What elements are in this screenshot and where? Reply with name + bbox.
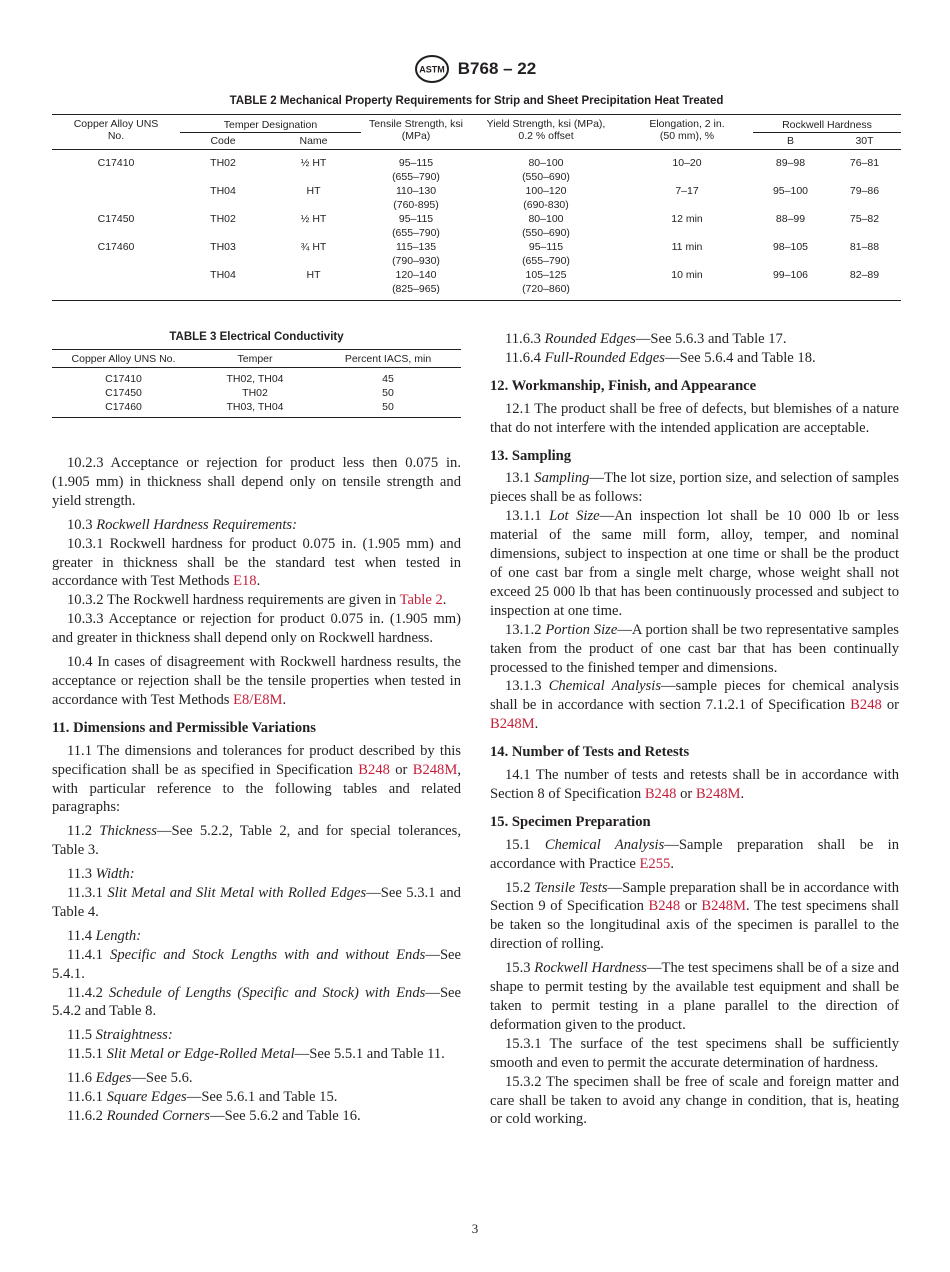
para-10-3-3: 10.3.3 Acceptance or rejection for product 0.075 in. (1.905 mm) and greater in thickness shall depend only on Rockwell hardness. (52, 611, 461, 647)
table-row (52, 150, 901, 185)
para-10-3-1: 10.3.1 Rockwell hardness for product 0.075 in. (1.905 mm) and greater in thickness shall be the standard test when tested in accordance with Test Methods E18. (52, 535, 461, 590)
col-header-b: B (753, 133, 828, 150)
cell-tensile: 110–130 (760-895) (393, 185, 439, 211)
cell-code: TH02 (210, 213, 236, 225)
col-header-name: Name (266, 133, 361, 150)
table-row (52, 212, 901, 240)
cell-alloy (52, 268, 180, 301)
col-header-elongation: Elongation, 2 in. (50 mm), % (621, 115, 753, 150)
para-15-1: 15.1 Chemical Analysis—Sample preparation shall be in accordance with Practice E255. (490, 836, 899, 872)
col-header-30t: 30T (828, 133, 901, 150)
para-10-2-3: 10.2.3 Acceptance or rejection for product less then 0.075 in. (1.905 mm) in thickness shall depend only on tensile strength and yield strength. (52, 455, 461, 509)
table-row (52, 400, 461, 418)
link-e255[interactable]: E255 (639, 855, 671, 872)
para-11-2: 11.2 Thickness—See 5.2.2, Table 2, and for special tolerances, Table 3. (52, 823, 461, 859)
astm-logo-icon (414, 54, 450, 84)
col-header-yield: Yield Strength, ksi (MPa), 0.2 % offset (471, 115, 621, 150)
para-14-1: 14.1 The number of tests and retests shall be in accordance with Section 8 of Specification B248 or B248M. (490, 767, 899, 802)
cell-alloy: C17460 (105, 401, 142, 413)
cell-name: ½ HT (300, 213, 327, 225)
section-heading-12: 12. Workmanship, Finish, and Appearance (490, 377, 757, 394)
para-15-3-1: 15.3.1 The surface of the test specimens shall be sufficiently smooth and even to permit the accurate determination of hardness. (490, 1035, 899, 1071)
cell-elongation: 10–20 (672, 157, 702, 169)
cell-code: TH04 (210, 269, 236, 281)
cell-elongation: 10 min (671, 269, 703, 281)
cell-percent: 45 (382, 373, 394, 385)
col-header-code: Code (180, 133, 266, 150)
table2-mechanical-properties (52, 114, 901, 301)
cell-name: HT (306, 185, 321, 197)
para-11-1: 11.1 The dimensions and tolerances for product described by this specification shall be as specified in Specification B248 or B248M, with particular reference to the following tables and related paragraphs: (52, 742, 461, 816)
cell-rockwell-b: 98–105 (772, 241, 809, 253)
cell-alloy: C17410 (105, 373, 142, 385)
para-12-1: 12.1 The product shall be free of defects, but blemishes of a nature that do not interfere with the intended application are acceptable. (490, 400, 899, 436)
para-11-6-1: 11.6.1 Square Edges—See 5.6.1 and Table 15. (67, 1089, 338, 1106)
cell-alloy: C17460 (97, 241, 135, 253)
table2-caption: TABLE 2 Mechanical Property Requirements for Strip and Sheet Precipitation Heat Treated (229, 95, 724, 107)
para-11-4-2: 11.4.2 Schedule of Lengths (Specific and Stock) with Ends—See 5.4.2 and Table 8. (52, 984, 462, 1020)
cell-alloy: C17450 (105, 387, 142, 399)
cell-tensile: 115–135 (790–930) (392, 241, 440, 267)
table-row (52, 268, 901, 301)
cell-rockwell-30t: 81–88 (849, 241, 880, 253)
cell-yield: 80–100 (550–690) (522, 213, 570, 239)
table3-caption: TABLE 3 Electrical Conductivity (169, 331, 344, 343)
col-header-tensile: Tensile Strength, ksi (MPa) (361, 115, 471, 150)
para-11-4: 11.4 Length: (67, 927, 142, 944)
table-row (52, 386, 461, 400)
link-e18[interactable]: E18 (233, 573, 257, 590)
para-11-5: 11.5 Straightness: (67, 1027, 173, 1044)
para-13-1-3: 13.1.3 Chemical Analysis—sample pieces for chemical analysis shall be in accordance with section 7.1.2.1 of Specification B248 or B248M. (490, 678, 899, 733)
cell-percent: 50 (382, 387, 394, 399)
para-10-3: 10.3 Rockwell Hardness Requirements: (67, 516, 297, 533)
para-10-4: 10.4 In cases of disagreement with Rockwell hardness results, the acceptance or rejection shall be the tensile properties when tested in accordance with Test Methods E8/E8M. (52, 654, 461, 708)
cell-yield: 105–125 (720–860) (522, 269, 570, 295)
cell-alloy (52, 184, 180, 212)
table-row (52, 240, 901, 268)
cell-rockwell-b: 88–99 (775, 213, 806, 225)
cell-code: TH02 (210, 157, 236, 169)
section-heading-14: 14. Number of Tests and Retests (490, 744, 690, 761)
para-11-6-2: 11.6.2 Rounded Corners—See 5.6.2 and Table 16. (67, 1108, 361, 1124)
col-header-temper: Temper (195, 350, 315, 368)
cell-name: ½ HT (300, 157, 327, 169)
para-13-1-1: 13.1.1 Lot Size—An inspection lot shall be 10 000 lb or less material of the same mill form, alloy, temper, and nominal dimensions, subject to inspection at one time or shall be the product of one cast bar from a single melt charge, whose weight shall not exceed 25 000 lb that has been continuously processed and subject to inspection at one time. (490, 508, 899, 619)
link-b248[interactable]: B248 (358, 761, 390, 778)
cell-elongation: 7–17 (675, 185, 699, 197)
link-table-2[interactable]: Table 2 (399, 592, 443, 609)
para-15-2: 15.2 Tensile Tests—Sample preparation shall be in accordance with Section 9 of Specification B248 or B248M. The test specimens shall be taken so the longitudinal axis of the specimen is parallel to the direction of rolling. (490, 879, 899, 953)
left-text-column (52, 454, 461, 1126)
cell-rockwell-b: 89–98 (775, 157, 806, 169)
cell-yield: 100–120 (690-830) (523, 185, 569, 211)
cell-rockwell-30t: 79–86 (849, 185, 880, 197)
para-10-3-2: 10.3.2 The Rockwell hardness requirements are given in Table 2. (67, 592, 447, 609)
cell-elongation: 11 min (671, 241, 703, 253)
para-11-6-4: 11.6.4 Full-Rounded Edges—See 5.6.4 and Table 18. (505, 349, 816, 366)
cell-rockwell-b: 99–106 (772, 269, 809, 281)
right-text-column (490, 330, 899, 1129)
cell-rockwell-30t: 76–81 (849, 157, 880, 169)
cell-code: TH03 (210, 241, 236, 253)
cell-rockwell-30t: 75–82 (849, 213, 880, 225)
col-header-rockwell: Rockwell Hardness (753, 115, 901, 133)
page-number: 3 (471, 1221, 479, 1236)
page-header (0, 54, 950, 84)
cell-tensile: 95–115 (655–790) (392, 213, 440, 239)
cell-tensile: 95–115 (655–790) (392, 157, 440, 183)
para-11-4-1: 11.4.1 Specific and Stock Lengths with and without Ends—See 5.4.1. (52, 946, 462, 982)
col-header-temper: Temper Designation (180, 115, 361, 133)
cell-code: TH04 (210, 185, 236, 197)
link-b248m[interactable]: B248M (412, 761, 458, 778)
table-row (52, 368, 461, 387)
link-b248m[interactable]: B248M (490, 716, 535, 733)
cell-tensile: 120–140 (825–965) (392, 269, 440, 295)
cell-rockwell-b: 95–100 (772, 185, 809, 197)
para-13-1-2: 13.1.2 Portion Size—A portion shall be two representative samples taken from the product of one cast bar that has been continually processed to the finished temper and dimensions. (490, 621, 899, 676)
col-header-alloy: Copper Alloy UNS No. (52, 115, 180, 150)
table-row (52, 184, 901, 212)
section-heading-13: 13. Sampling (490, 447, 572, 464)
para-11-6: 11.6 Edges—See 5.6. (67, 1070, 193, 1087)
para-13-1: 13.1 Sampling—The lot size, portion size, and selection of samples pieces shall be as follows: (490, 470, 899, 506)
document-designation: B768 – 22 (457, 59, 537, 78)
para-11-5-1: 11.5.1 Slit Metal or Edge-Rolled Metal—See 5.5.1 and Table 11. (67, 1046, 445, 1063)
table3-electrical-conductivity (52, 349, 461, 418)
para-11-3-1: 11.3.1 Slit Metal and Slit Metal with Rolled Edges—See 5.3.1 and Table 4. (52, 885, 461, 920)
link-b248m[interactable]: B248M (695, 785, 741, 802)
cell-temper: TH02, TH04 (226, 373, 284, 385)
section-heading-11: 11. Dimensions and Permissible Variations (52, 719, 316, 736)
link-b248[interactable]: B248 (850, 697, 882, 714)
cell-name: HT (306, 269, 321, 281)
para-15-3: 15.3 Rockwell Hardness—The test specimens shall be of a size and shape to permit testing by the available test equipment and shall be taken to permit testing in a plane parallel to the direction of deformation given to the product. (490, 960, 899, 1033)
cell-yield: 95–115 (655–790) (522, 241, 570, 267)
cell-name: ¾ HT (300, 241, 327, 253)
link-b248m[interactable]: B248M (701, 898, 747, 915)
cell-temper: TH03, TH04 (226, 401, 284, 413)
section-heading-15: 15. Specimen Preparation (490, 813, 651, 830)
cell-yield: 80–100 (550–690) (522, 157, 570, 183)
col-header-percent-iacs: Percent IACS, min (315, 350, 461, 368)
col-header-alloy: Copper Alloy UNS No. (52, 350, 195, 368)
cell-rockwell-30t: 82–89 (849, 269, 880, 281)
svg-text:ASTM: ASTM (419, 64, 445, 75)
cell-temper: TH02 (242, 387, 268, 399)
cell-elongation: 12 min (671, 213, 703, 225)
cell-alloy: C17450 (97, 213, 135, 225)
link-e8-e8m[interactable]: E8/E8M (233, 691, 283, 708)
link-b248[interactable]: B248 (644, 785, 677, 802)
link-b248[interactable]: B248 (648, 898, 681, 915)
para-11-3: 11.3 Width: (67, 866, 135, 883)
cell-alloy: C17410 (97, 157, 135, 169)
para-15-3-2: 15.3.2 The specimen shall be free of scale and foreign matter and care shall be taken to avoid any change in condition, that is, heating or cold working. (490, 1073, 899, 1128)
para-11-6-3: 11.6.3 Rounded Edges—See 5.6.3 and Table 17. (505, 331, 787, 347)
cell-percent: 50 (382, 401, 394, 413)
